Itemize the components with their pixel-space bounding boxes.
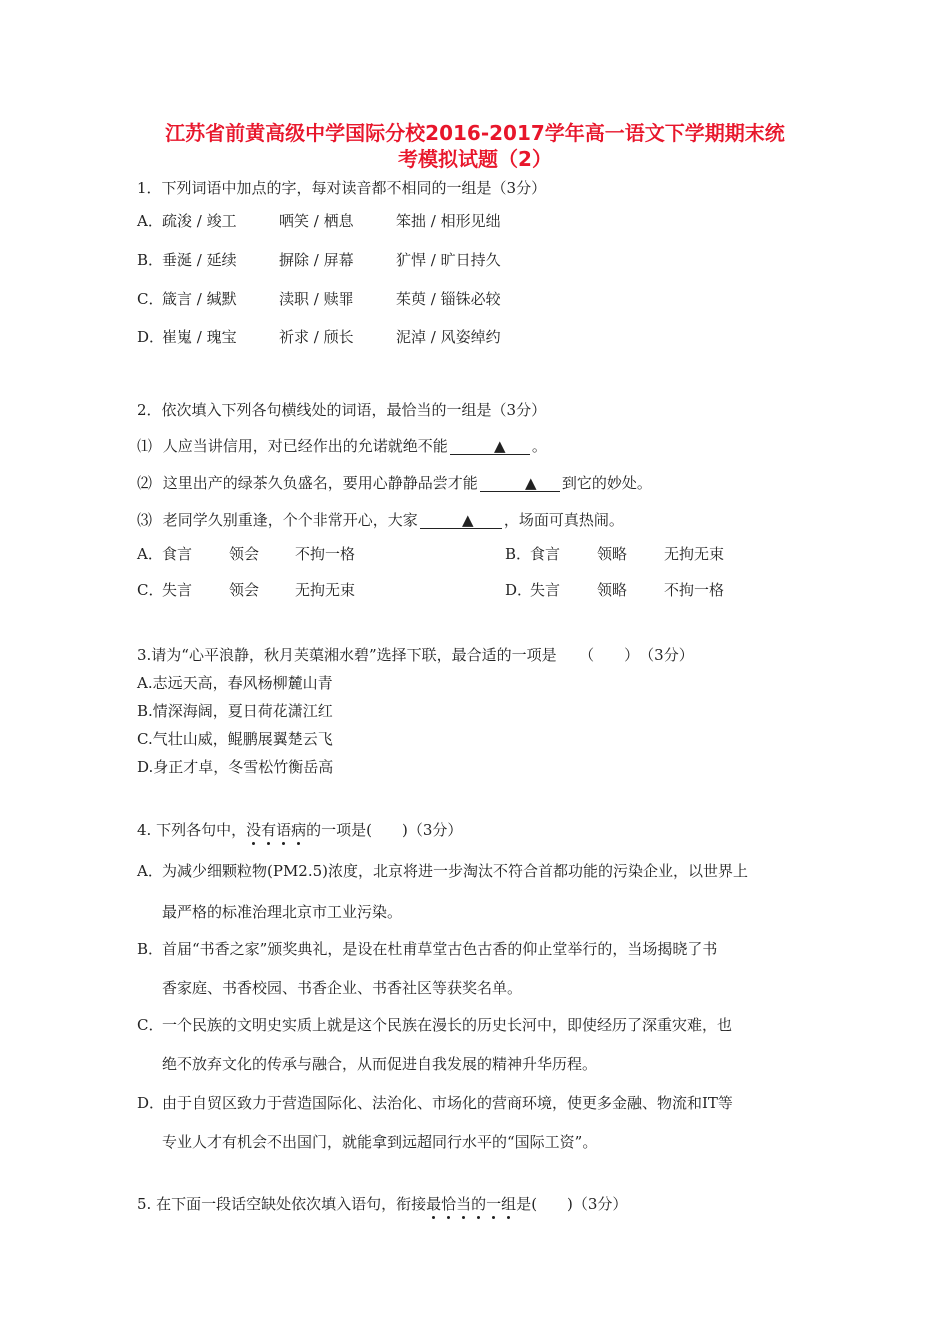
word: 茱萸 [396,290,427,308]
word: 栖息 [323,212,354,230]
word: 垂涎 [162,251,193,269]
triangle-marker-icon: ▲ [462,511,474,529]
word: 风姿绰约 [440,328,501,346]
emphasis-char: 的 [471,1195,487,1213]
word: 祈求 [279,328,310,346]
option-label: C． [137,290,164,308]
word-pair-3: 犷悍 / 旷日持久 [396,251,501,269]
option-word: 领会 [229,581,260,599]
word-pair-2: 渎职 / 赎罪 [279,290,354,308]
sentence-text: 这里出产的绿茶久负盛名，要用心静静品尝才能 [162,474,478,492]
q3-option-c: C.气壮山威，鲲鹏展翼楚云飞 [137,730,333,748]
option-word: 食言 [530,545,561,563]
word: 崔嵬 [162,328,193,346]
answer-blank [420,512,502,529]
dotted-emphasis [426,1195,516,1213]
sentence-number: ⑴ [137,437,153,455]
answer-blank [450,438,530,455]
word: 瑰宝 [206,328,237,346]
triangle-marker-icon: ▲ [494,437,506,455]
word: 箴言 [162,290,193,308]
q2-sentence-1 [137,436,547,456]
word: 锱铢必较 [440,290,501,308]
emphasis-char: 病 [291,821,307,839]
option-word: 不拘一格 [295,545,356,563]
dotted-emphasis [246,821,306,839]
q1-stem: 1．下列词语中加点的字，每对读音都不相同的一组是（3分） [137,179,547,197]
title-line-1: 江苏省前黄高级中学国际分校2016-2017学年高一语文下学期期末统 [165,121,785,145]
option-line-2: 专业人才有机会不出国门，就能拿到远超同行水平的“国际工资”。 [162,1133,598,1151]
option-word: 领略 [597,581,628,599]
stem-text: 5. 在下面一段话空缺处依次填入语句，衔接 [137,1195,427,1213]
q3-option-b: B.情深海阔，夏日荷花潇江红 [137,702,333,720]
word: 屏幕 [323,251,354,269]
option-label: D． [137,1094,165,1112]
word-pair-2: 哂笑 / 栖息 [279,212,354,230]
word: 颀长 [323,328,354,346]
emphasis-char: 最 [426,1195,442,1213]
option-label: A． [137,862,163,880]
word-pair-3: 茱萸 / 锱铢必较 [396,290,501,308]
option-label: A． [137,545,163,563]
word: 泥淖 [396,328,427,346]
emphasis-char: 没 [246,821,262,839]
word-pair-1: 疏浚 / 竣工 [162,212,237,230]
word: 旷日持久 [440,251,501,269]
q2-sentence-3 [137,510,624,530]
option-line-1: 一个民族的文明史实质上就是这个民族在漫长的历史长河中，即使经历了深重灾难，也 [162,1016,733,1034]
word: 缄默 [206,290,237,308]
word-pair-1: 崔嵬 / 瑰宝 [162,328,237,346]
option-label: D． [505,581,533,599]
option-label: C． [137,581,164,599]
sentence-number: ⑵ [137,474,153,492]
stem-text: 的一项是( )（3分） [306,821,463,839]
q2-sentence-2 [137,473,652,493]
option-label: B． [137,251,164,269]
emphasis-char: 一 [486,1195,502,1213]
emphasis-char: 恰 [441,1195,457,1213]
title-line-2: 考模拟试题（2） [398,147,552,171]
word-pair-1: 垂涎 / 延续 [162,251,237,269]
sentence-number: ⑶ [137,511,153,529]
option-line-1: 首届“书香之家”颁奖典礼，是设在杜甫草堂古色古香的仰止堂举行的，当场揭晓了书 [162,940,718,958]
sentence-text: 老同学久别重逢，个个非常开心，大家 [162,511,418,529]
sentence-text: 。 [531,437,547,455]
q3-option-d: D.身正才卓，冬雪松竹衡岳高 [137,758,334,776]
option-word: 失言 [162,581,193,599]
q3-option-a: A.志远天高，春风杨柳麓山青 [137,674,333,692]
word: 渎职 [279,290,310,308]
emphasis-char: 当 [456,1195,472,1213]
word: 哂笑 [279,212,310,230]
q2-stem: 2．依次填入下列各句横线处的词语，最恰当的一组是（3分） [137,401,547,419]
option-label: B． [505,545,532,563]
word: 犷悍 [396,251,427,269]
stem-text: 4. 下列各句中， [137,821,247,839]
option-line-2: 最严格的标准治理北京市工业污染。 [162,903,403,921]
option-line-1: 由于自贸区致力于营造国际化、法治化、市场化的营商环境，使更多金融、物流和IT等 [162,1094,733,1112]
sentence-text: 人应当讲信用，对已经作出的允诺就绝不能 [162,437,448,455]
option-line-1: 为减少细颗粒物(PM2.5)浓度，北京将进一步淘汰不符合首都功能的污染企业，以世界上 [162,862,749,880]
option-word: 无拘无束 [664,545,725,563]
word: 延续 [206,251,237,269]
word-pair-2: 祈求 / 颀长 [279,328,354,346]
option-label: B． [137,940,164,958]
option-label: C． [137,1016,164,1034]
word: 摒除 [279,251,310,269]
sentence-text: 到它的妙处。 [561,474,652,492]
option-word: 无拘无束 [295,581,356,599]
q4-stem [137,820,462,840]
option-line-2: 绝不放弃文化的传承与融合，从而促进自我发展的精神升华历程。 [162,1055,598,1073]
option-word: 不拘一格 [664,581,725,599]
triangle-marker-icon: ▲ [525,474,537,492]
word-pair-3: 泥淖 / 风姿绰约 [396,328,501,346]
word: 笨拙 [396,212,427,230]
word-pair-1: 箴言 / 缄默 [162,290,237,308]
option-label: D． [137,328,165,346]
option-line-2: 香家庭、书香校园、书香企业、书香社区等获奖名单。 [162,979,523,997]
option-word: 领会 [229,545,260,563]
word-pair-3: 笨拙 / 相形见绌 [396,212,501,230]
document-title [100,120,850,172]
option-word: 领略 [597,545,628,563]
sentence-text: ，场面可真热闹。 [503,511,624,529]
word: 赎罪 [323,290,354,308]
emphasis-char: 有 [261,821,277,839]
q3-stem: 3.请为“心平浪静，秋月芙蕖湘水碧”选择下联，最合适的一项是 （ ） （3分） [137,646,694,664]
stem-text: 是( )（3分） [516,1195,628,1213]
emphasis-char: 组 [501,1195,517,1213]
q5-stem [137,1194,627,1214]
word: 疏浚 [162,212,193,230]
word: 相形见绌 [440,212,501,230]
option-word: 食言 [162,545,193,563]
word: 竣工 [206,212,237,230]
word-pair-2: 摒除 / 屏幕 [279,251,354,269]
option-word: 失言 [530,581,561,599]
emphasis-char: 语 [276,821,292,839]
answer-blank [480,475,560,492]
option-label: A． [137,212,163,230]
